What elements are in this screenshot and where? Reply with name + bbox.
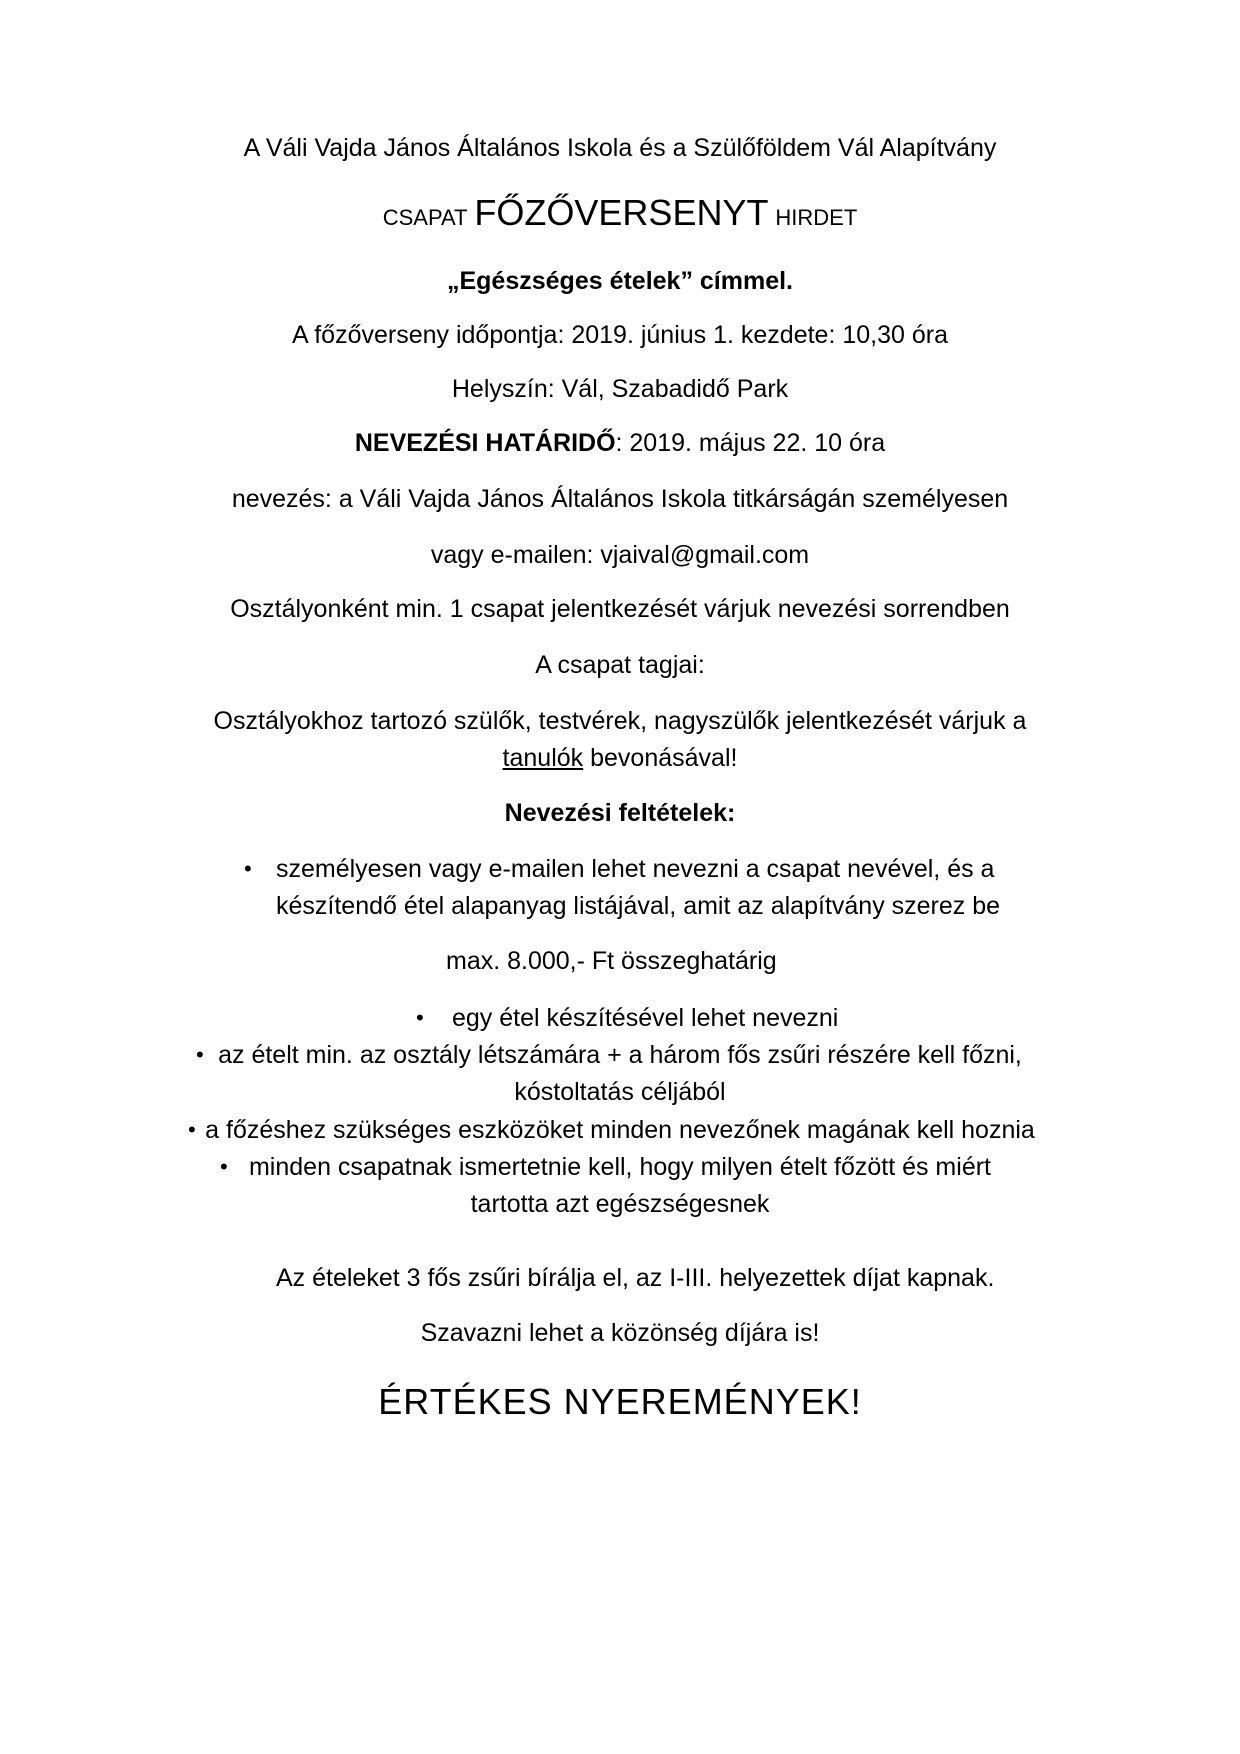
jury-line: Az ételeket 3 fős zsűri bírálja el, az I-III. helyezettek díjat kapnak.	[276, 1264, 995, 1292]
team-line-2-underlined: tanulók	[502, 744, 584, 772]
conditions-heading: Nevezési feltételek:	[504, 799, 736, 827]
bullet-icon: •	[220, 1154, 228, 1179]
condition-4-line-1: az ételt min. az osztály létszámára + a három fős zsűri részére kell főzni,	[218, 1041, 1022, 1069]
bullet-icon: •	[416, 1005, 424, 1030]
deadline-label: NEVEZÉSI HATÁRIDŐ	[354, 429, 616, 457]
team-heading: A csapat tagjai:	[535, 651, 705, 679]
subtitle: „Egészséges ételek” címmel.	[446, 267, 794, 295]
condition-1-line-2: készítendő étel alapanyag listájával, amit az alapítvány szerez be	[276, 892, 1001, 920]
date-line: A főzőverseny időpontja: 2019. június 1. kezdete: 10,30 óra	[291, 321, 948, 349]
team-line-2	[0, 743, 1240, 773]
condition-1-line-1: személyesen vagy e-mailen lehet nevezni a csapat nevével, és a	[276, 855, 995, 883]
condition-6-line-1: minden csapatnak ismertetnie kell, hogy milyen ételt főzött és miért	[248, 1153, 991, 1181]
class-line: Osztályonként min. 1 csapat jelentkezését várjuk nevezési sorrendben	[230, 595, 1010, 623]
headline-main: FŐZŐVERSENYT	[474, 192, 769, 233]
intro-line: A Váli Vajda János Általános Iskola és a Szülőföldem Vál Alapítvány	[243, 134, 997, 162]
vote-line: Szavazni lehet a közönség díjára is!	[420, 1319, 820, 1347]
deadline-value: : 2019. május 22. 10 óra	[615, 429, 886, 457]
deadline-line	[0, 428, 1240, 458]
condition-4-line-2: kóstoltatás céljából	[514, 1078, 726, 1106]
headline-post: HIRDET	[775, 205, 858, 230]
location-line: Helyszín: Vál, Szabadidő Park	[451, 375, 789, 403]
entry-line: nevezés: a Váli Vajda János Általános Iskola titkárságán személyesen	[231, 485, 1009, 513]
team-line-1: Osztályokhoz tartozó szülők, testvérek, nagyszülők jelentkezését várjuk a	[213, 707, 1027, 735]
team-line-2-rest: bevonásával!	[583, 744, 738, 772]
bullet-icon: •	[188, 1117, 196, 1142]
condition-2-line-1: max. 8.000,- Ft összeghatárig	[446, 947, 777, 975]
bullet-icon: •	[244, 856, 252, 881]
headline	[0, 192, 1240, 233]
headline-pre: CSAPAT	[382, 205, 468, 230]
prizes-banner: ÉRTÉKES NYEREMÉNYEK!	[378, 1381, 862, 1422]
email-line: vagy e-mailen: vjaival@gmail.com	[430, 541, 810, 569]
bullet-icon: •	[196, 1042, 204, 1067]
condition-6-line-2: tartotta azt egészségesnek	[470, 1190, 770, 1218]
condition-3-line-1: egy étel készítésével lehet nevezni	[452, 1004, 839, 1032]
condition-5-line-1: a főzéshez szükséges eszközöket minden nevezőnek magának kell hoznia	[205, 1116, 1035, 1144]
